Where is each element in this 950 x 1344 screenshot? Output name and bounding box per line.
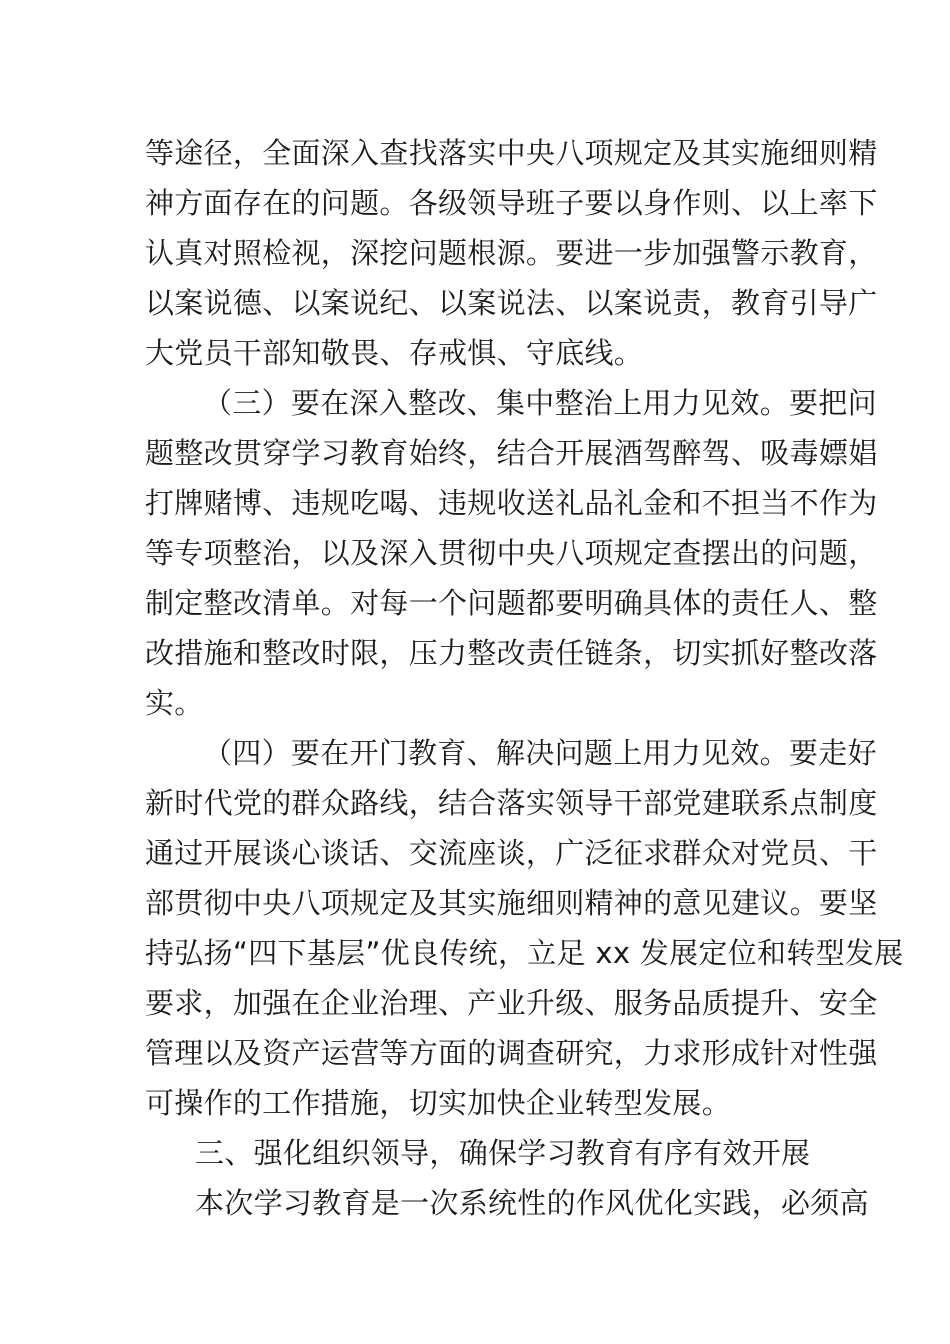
text-line: 管理以及资产运营等方面的调查研究，力求形成针对性强 — [145, 1036, 878, 1070]
text-line: 认真对照检视，深挖问题根源。要进一步加强警示教育， — [145, 236, 878, 270]
text-line: 要求，加强在企业治理、产业升级、服务品质提升、安全 — [145, 986, 878, 1020]
text-line: 大党员干部知敬畏、存戒惧、守底线。 — [145, 336, 644, 370]
text-line: 制定整改清单。对每一个问题都要明确具体的责任人、整 — [145, 586, 878, 620]
text-line: 等专项整治，以及深入贯彻中央八项规定查摆出的问题， — [145, 536, 878, 570]
section-heading-3: （三）要在深入整改、集中整治上用力见效。要把问 — [203, 386, 877, 420]
section-heading-4: （四）要在开门教育、解决问题上用力见效。要走好 — [203, 736, 877, 770]
text-line: 部贯彻中央八项规定及其实施细则精神的意见建议。要坚 — [145, 886, 878, 920]
body-text — [145, 128, 904, 1228]
chapter-heading-3: 三、强化组织领导，确保学习教育有序有效开展 — [195, 1136, 811, 1170]
text-line: 等途径，全面深入查找落实中央八项规定及其实施细则精 — [145, 136, 878, 170]
text-line: 实。 — [145, 686, 204, 720]
text-line: 打牌赌博、违规吃喝、违规收送礼品礼金和不担当不作为 — [145, 486, 878, 520]
text-line: 题整改贯穿学习教育始终，结合开展酒驾醉驾、吸毒嫖娼 — [145, 436, 878, 470]
text-line: 神方面存在的问题。各级领导班子要以身作则、以上率下 — [145, 186, 878, 220]
text-line: 改措施和整改时限，压力整改责任链条，切实抓好整改落 — [145, 636, 878, 670]
text-line: 可操作的工作措施，切实加快企业转型发展。 — [145, 1086, 732, 1120]
text-line: 新时代党的群众路线，结合落实领导干部党建联系点制度 — [145, 786, 878, 820]
text-line: 本次学习教育是一次系统性的作风优化实践，必须高 — [195, 1186, 869, 1220]
text-line: 持弘扬“四下基层”优良传统，立足 xx 发展定位和转型发展 — [145, 936, 904, 970]
text-line: 通过开展谈心谈话、交流座谈，广泛征求群众对党员、干 — [145, 836, 878, 870]
text-line: 以案说德、以案说纪、以案说法、以案说责，教育引导广 — [145, 286, 878, 320]
